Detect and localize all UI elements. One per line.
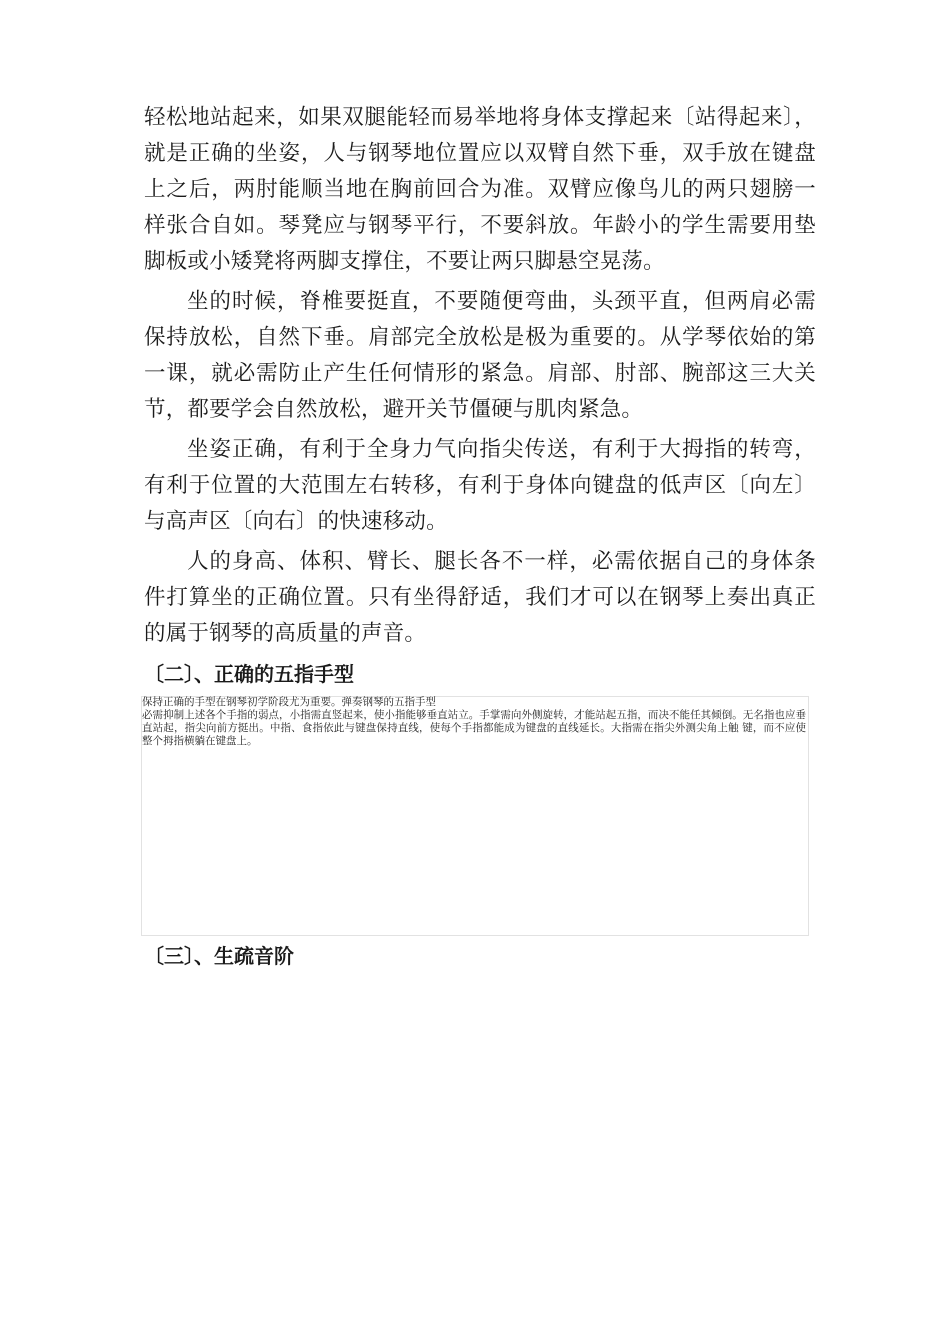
paragraph-sitting-posture: 轻松地站起来，如果双腿能轻而易举地将身体支撑起来〔站得起来〕，就是正确的坐姿，人与钢琴地位置应以双臂自然下垂，双手放在键盘上之后，两肘能顺当地在胸前回合为准。双臂应像鸟儿的两只翅膀一样张合自如。琴凳应与钢琴平行，不要斜放。年龄小的学生需要用垫脚板或小矮凳将两脚支撑住，不要让两只脚悬空晃荡。 xyxy=(144,105,816,274)
box-line-intro: 保持正确的手型在钢琴初学阶段尤为重要。弹奏钢琴的五指手型 xyxy=(142,696,436,708)
hand-shape-text-box xyxy=(141,696,809,936)
document-page xyxy=(144,100,816,972)
paragraph-spine: 坐的时候，脊椎要挺直，不要随便弯曲，头颈平直，但两肩必需保持放松，自然下垂。肩部完全放松是极为重要的。从学琴依始的第一课，就必需防止产生任何情形的紧急。肩部、肘部、腕部这三大关节，都要学会自然放松，避开关节僵硬与肌肉紧急。 xyxy=(144,289,816,422)
paragraph-benefits: 坐姿正确，有利于全身力气向指尖传送，有利于大拇指的转弯，有利于位置的大范围左右转移，有利于身体向键盘的低声区〔向左〕与高声区〔向右〕的快速移动。 xyxy=(144,437,816,534)
paragraph-body-size: 人的身高、体积、臂长、腿长各不一样，必需依据自己的身体条件打算坐的正确位置。只有坐得舒适，我们才可以在钢琴上奏出真正的属于钢琴的高质量的声音。 xyxy=(144,549,816,646)
box-line-detail: 必需抑制上述各个手指的弱点，小指需直竖起来，使小指能够垂直站立。手掌需向外侧旋转，才能站起五指，而决不能任其倾倒。无名指也应垂直站起，指尖向前方挺出。中指、食指依此与键盘保持直线，使每个手指都能成为键盘的直线延长。大指需在指尖外测尖角上触 键，而不应使整个拇指横躺在键盘上。 xyxy=(142,709,806,747)
section-heading-hand-shape: 〔二〕、正确的五指手型 xyxy=(144,662,354,686)
section-heading-scales: 〔三〕、生疏音阶 xyxy=(144,944,294,968)
